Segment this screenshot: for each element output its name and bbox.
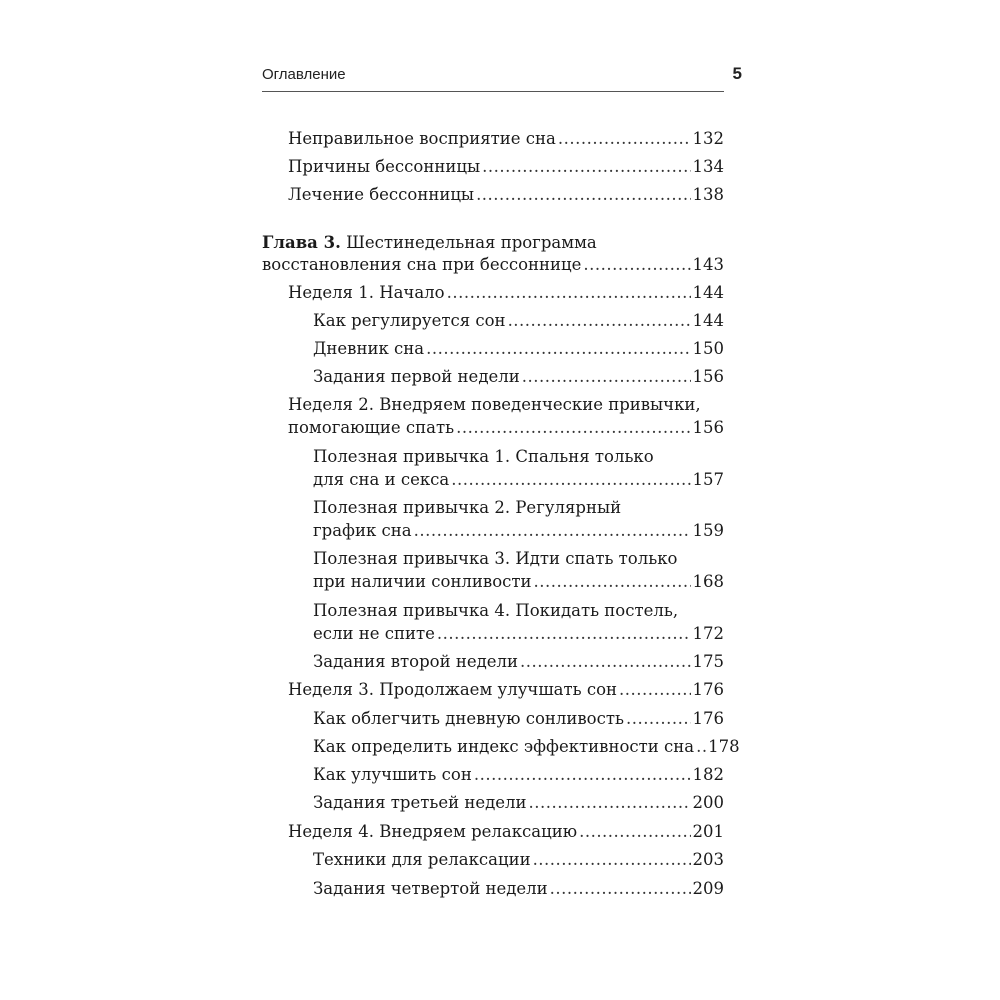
toc-entry-title: Неделя 4. Внедряем релаксацию <box>288 822 578 841</box>
toc-entry-line1: Неделя 2. Внедряем поведенческие привычки, <box>288 395 701 414</box>
toc-leader-dots <box>529 792 691 814</box>
toc-entry-page: 138 <box>692 185 724 204</box>
toc-entry-line1: Полезная привычка 1. Спальня только <box>313 447 654 466</box>
toc-entry <box>288 679 724 701</box>
toc-entry <box>288 821 724 843</box>
toc-leader-dots <box>522 366 691 388</box>
toc-leader-dots <box>476 184 690 206</box>
toc-entry-title: Техники для релаксации <box>313 850 531 869</box>
toc-entry-page: 201 <box>692 822 724 841</box>
toc-entry-title: Неделя 3. Продолжаем улучшать сон <box>288 680 618 699</box>
toc-entry-page: 176 <box>692 680 724 699</box>
toc-leader-dots <box>619 679 690 701</box>
toc-entry-title: Задания первой недели <box>313 367 520 386</box>
toc-entry <box>313 338 724 360</box>
toc-entry-title: Задания четвертой недели <box>313 879 548 898</box>
toc-entry-title: Лечение бессонницы <box>288 185 475 204</box>
chapter-title: Шестинедельная программа <box>346 233 597 252</box>
header-rule <box>262 91 724 92</box>
toc-entry <box>288 184 724 206</box>
toc-entry-page: 200 <box>692 793 724 812</box>
toc-entry-page: 203 <box>692 850 724 869</box>
toc-entry <box>288 156 724 178</box>
toc-leader-dots <box>583 254 690 276</box>
chapter-heading-line2 <box>262 254 724 276</box>
toc-entry-title: Как улучшить сон <box>313 765 472 784</box>
toc-entry-title: если не спите <box>313 624 435 643</box>
toc-entry-page: 159 <box>692 521 724 540</box>
toc-entry-page: 144 <box>692 311 724 330</box>
toc-entry <box>313 469 724 491</box>
toc-entry <box>288 128 724 150</box>
toc-entry-page: 168 <box>692 572 724 591</box>
toc-entry-page: 209 <box>692 879 724 898</box>
toc-entry <box>313 708 724 730</box>
toc-entry-line1: Полезная привычка 3. Идти спать только <box>313 549 678 568</box>
toc-leader-dots <box>550 878 691 900</box>
toc-entry-title: Задания третьей недели <box>313 793 527 812</box>
toc-leader-dots <box>696 736 706 758</box>
toc-entry-title: Как определить индекс эффективности сна <box>313 737 695 756</box>
toc-entry <box>313 651 724 673</box>
toc-entry-page: 134 <box>692 157 724 176</box>
chapter-heading-line1 <box>262 232 597 254</box>
toc-entry-title: для сна и секса <box>313 470 450 489</box>
toc-leader-dots <box>437 623 691 645</box>
toc-leader-dots <box>534 571 691 593</box>
toc-leader-dots <box>474 764 691 786</box>
toc-entry <box>288 417 724 439</box>
toc-leader-dots <box>447 282 691 304</box>
toc-entry <box>313 764 724 786</box>
toc-entry-page: 182 <box>692 765 724 784</box>
toc-entry-page: 144 <box>692 283 724 302</box>
toc-entry-page: 157 <box>692 470 724 489</box>
toc-entry-page: 172 <box>692 624 724 643</box>
toc-leader-dots <box>579 821 690 843</box>
toc-entry-page: 132 <box>692 129 724 148</box>
toc-entry <box>313 736 740 758</box>
page-number: 5 <box>732 64 742 83</box>
toc-entry-page: 176 <box>692 709 724 728</box>
toc-leader-dots <box>414 520 691 542</box>
toc-entry <box>313 623 724 645</box>
toc-leader-dots <box>626 708 691 730</box>
toc-entry-page: 150 <box>692 339 724 358</box>
toc-leader-dots <box>456 417 690 439</box>
toc-entry-title: Причины бессонницы <box>288 157 481 176</box>
toc-entry-line1: Полезная привычка 4. Покидать постель, <box>313 601 679 620</box>
toc-entry-page: 143 <box>692 255 724 274</box>
toc-entry-title: Неделя 1. Начало <box>288 283 445 302</box>
running-header <box>262 64 742 92</box>
toc-entry <box>313 366 724 388</box>
toc-entry-page: 175 <box>692 652 724 671</box>
toc-entry-title: помогающие спать <box>288 418 455 437</box>
chapter-label: Глава 3. <box>262 233 341 252</box>
toc-entry-title: Задания второй недели <box>313 652 519 671</box>
toc-entry-title: Дневник сна <box>313 339 425 358</box>
running-head-title: Оглавление <box>262 66 346 83</box>
toc-leader-dots <box>482 156 690 178</box>
toc-entry-title: при наличии сонливости <box>313 572 532 591</box>
toc-entry <box>313 571 724 593</box>
toc-entry-page: 156 <box>692 418 724 437</box>
chapter-title-cont: восстановления сна при бессоннице <box>262 255 582 274</box>
toc-entry-title: график сна <box>313 521 412 540</box>
toc-entry <box>313 849 724 871</box>
toc-leader-dots <box>451 469 690 491</box>
toc-leader-dots <box>533 849 691 871</box>
toc-entry-line1: Полезная привычка 2. Регулярный <box>313 498 622 517</box>
toc-entry-title: Как регулируется сон <box>313 311 506 330</box>
toc-entry-title: Как облегчить дневную сонливость <box>313 709 624 728</box>
toc-leader-dots <box>426 338 690 360</box>
toc-leader-dots <box>508 310 691 332</box>
toc-entry-page: 178 <box>708 737 740 756</box>
toc-leader-dots <box>558 128 691 150</box>
toc-entry <box>313 792 724 814</box>
toc-entry <box>313 520 724 542</box>
toc-entry-title: Неправильное восприятие сна <box>288 129 556 148</box>
toc-entry-page: 156 <box>692 367 724 386</box>
toc-entry <box>313 878 724 900</box>
toc-leader-dots <box>520 651 690 673</box>
toc-entry <box>288 282 724 304</box>
toc-entry <box>313 310 724 332</box>
